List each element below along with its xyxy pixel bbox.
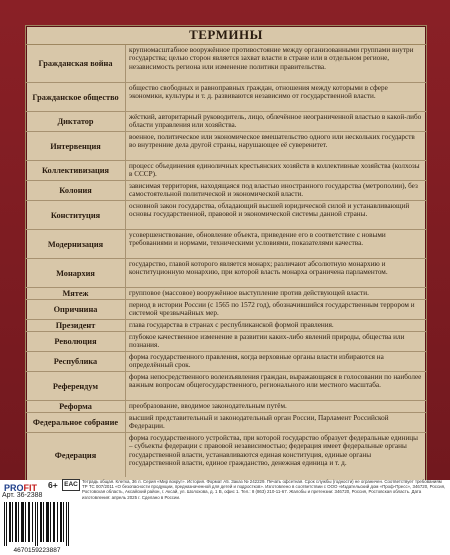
article-number: Арт. 36-2388 xyxy=(2,492,43,499)
term-definition: государство, главой которого является монарх; различают абсолютную монархию и конституционную монархию, при которой власть монарха ограничена парламентом. xyxy=(129,260,388,277)
term-name: Федерация xyxy=(26,433,126,477)
term-name: Коллективизация xyxy=(26,161,126,180)
term-name: Республика xyxy=(26,352,126,371)
term-row xyxy=(26,132,426,161)
term-name: Опричнина xyxy=(26,300,126,319)
term-row xyxy=(26,181,426,201)
term-definition: военное, политическое или экономическое вмешательство одного или нескольких государств во внутренние дела другой страны, нарушающее её суверенитет. xyxy=(129,133,415,150)
term-name: Мятеж xyxy=(26,288,126,299)
term-name: Колония xyxy=(26,181,126,200)
term-definition: форма государственного правления, когда верховные органы власти избираются на определённый срок. xyxy=(129,353,384,370)
term-name: Интервенция xyxy=(26,132,126,160)
term-definition: форма государственного устройства, при которой государство образует федеральные единицы – субъекты федерации с правовой независимостью; федерация имеет федеральные органы государственной власти, устанавливаются единая конституция, единые органы государственной власти, единое гражданство, денежная единица и т. д. xyxy=(129,434,418,468)
term-definition: высший представительный и законодательный орган России, Парламент Российской Федерации. xyxy=(129,414,389,431)
term-row xyxy=(26,161,426,181)
term-definition: зависимая территория, находящаяся под властью иностранного государства (метрополии), без самостоятельной политической и экономической власти. xyxy=(129,182,418,199)
logo-left-text: PRO xyxy=(4,483,24,493)
term-name: Модернизация xyxy=(26,230,126,258)
term-row xyxy=(26,332,426,352)
term-row xyxy=(26,352,426,372)
term-name: Монархия xyxy=(26,259,126,287)
term-name: Федеральное собрание xyxy=(26,413,126,432)
age-rating: 6+ xyxy=(48,480,58,490)
term-definition: усовершенствование, обновление объекта, приведение его в соответствие с новыми требованиями и нормами, техническими условиями, показателями качества. xyxy=(129,231,386,248)
term-name: Референдум xyxy=(26,372,126,400)
term-row xyxy=(26,259,426,288)
term-name: Реформа xyxy=(26,401,126,412)
term-row xyxy=(26,83,426,112)
terms-panel xyxy=(25,25,427,482)
term-definition: глава государства в странах с республиканской формой правления. xyxy=(129,321,334,329)
term-row xyxy=(26,413,426,433)
term-row xyxy=(26,45,426,83)
term-row xyxy=(26,433,426,477)
term-row xyxy=(26,401,426,413)
term-name: Президент xyxy=(26,320,126,331)
term-name: Гражданское общество xyxy=(26,83,126,111)
barcode-number: 4670159223887 xyxy=(13,547,61,554)
term-name: Диктатор xyxy=(26,112,126,131)
term-definition: крупномасштабное вооружённое противостояние между организованными группами внутри государства; целью сторон является захват власти в стране или в отдельном регионе, независимость региона или изменение политики правительства. xyxy=(129,46,414,71)
logo-right-text: FIT xyxy=(23,483,38,493)
term-definition: общество свободных и равноправных граждан, отношения между которыми в сфере экономики, культуры и т. д. развиваются независимо от государственной власти. xyxy=(129,84,388,101)
term-definition: форма непосредственного волеизъявления граждан, выражающаяся в голосовании по наиболее важным вопросам общегосударственного, регионального или местного масштаба. xyxy=(129,373,422,390)
product-info-text: Тетрадь общая. Клетка, 36 л. Серия «Мир вокруг». История. Формат А5. Заказ № 242229. Печать офсетная. Срок службы (годности) не ограничен. Соответствует требованиям ТР ТС 007/2011 «О безопасности продукции, предназначенной для детей и подростков». Изготовлено в соответствии с ООО «Издательский дом «Проф-Пресс», 346720, Россия, Ростовская область, Аксайский район, г. Аксай, ул. Шолохова, д. 1 В, офис 1. Тел.: 8 (863) 210-11-67. Жалобы и претензии: 346720, Россия, Ростовская область. Дата изготовления: апрель 2025 г. Сделано в России. xyxy=(82,479,446,500)
term-definition: процесс объединения единоличных крестьянских хозяйств в коллективные хозяйства (колхозы в СССР). xyxy=(129,162,420,179)
term-row xyxy=(26,201,426,230)
term-row xyxy=(26,112,426,132)
panel-title: ТЕРМИНЫ xyxy=(26,26,426,45)
term-definition: преобразование, вводимое законодательным путём. xyxy=(129,402,287,410)
term-row xyxy=(26,230,426,259)
term-row xyxy=(26,300,426,320)
term-row xyxy=(26,288,426,300)
term-row xyxy=(26,372,426,401)
term-definition: основной закон государства, обладающий высшей юридической силой и устанавливающий основы государственной, правовой и экономической системы данной страны. xyxy=(129,202,410,219)
barcode-icon xyxy=(2,500,72,548)
term-definition: глубокое качественное изменение в развитии каких-либо явлений природы, общества или познания. xyxy=(129,333,405,350)
term-definition: жёсткий, авторитарный руководитель, лицо, облечённое неограниченной властью в какой-либо области управления или хозяйства. xyxy=(129,113,422,130)
eac-mark: EAC xyxy=(62,479,80,491)
terms-table xyxy=(26,45,426,477)
term-definition: период в истории России (с 1565 по 1572 год), обозначившийся государственным террором и системой чрезвычайных мер. xyxy=(129,301,415,318)
term-name: Конституция xyxy=(26,201,126,229)
term-row xyxy=(26,320,426,332)
term-name: Революция xyxy=(26,332,126,351)
term-name: Гражданская война xyxy=(26,45,126,82)
term-definition: групповое (массовое) вооружённое выступление против действующей власти. xyxy=(129,289,369,297)
